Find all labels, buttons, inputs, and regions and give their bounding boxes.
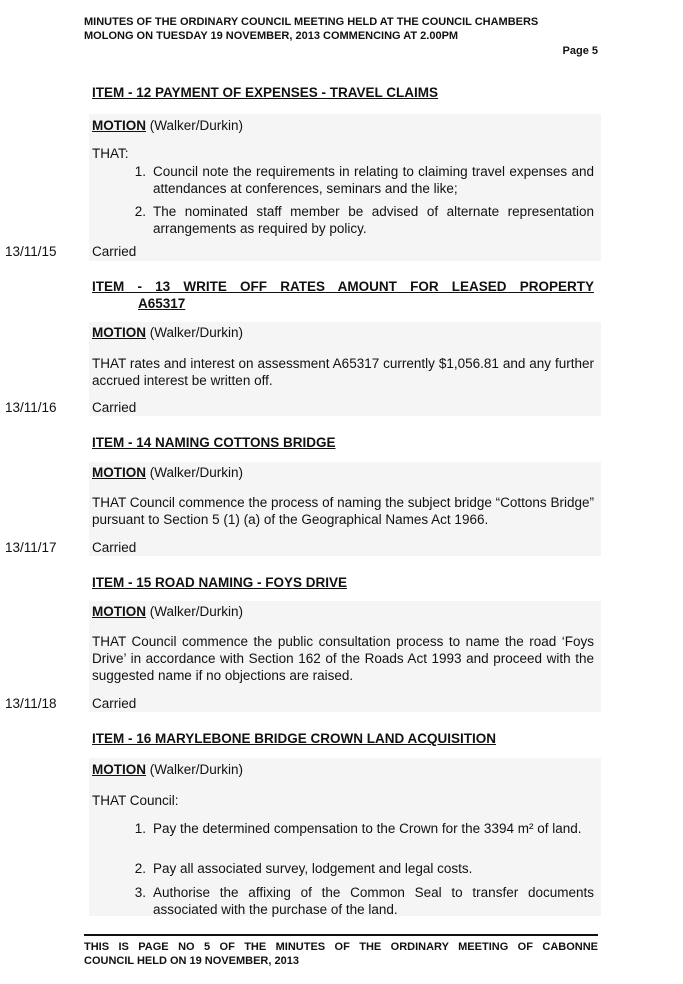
- item-16-list-item-1: [122, 820, 594, 837]
- item-14-body: THAT Council commence the process of naming the subject bridge “Cottons Bridge” pursuant to Section 5 (1) (a) of the Geographical Names Act 1966.: [92, 495, 594, 527]
- item-14-motion: [92, 465, 243, 480]
- page-header: [84, 15, 598, 43]
- item-16-heading: ITEM - 16 MARYLEBONE BRIDGE CROWN LAND ACQUISITION: [92, 731, 497, 746]
- header-line-1: MINUTES OF THE ORDINARY COUNCIL MEETING HELD AT THE COUNCIL CHAMBERS: [84, 16, 539, 28]
- list-text: Authorise the affixing of the Common Seal to transfer documents associated with the purchase of the land.: [153, 885, 594, 917]
- motion-movers: (Walker/Durkin): [149, 465, 244, 480]
- resolution-number: 13/11/15: [5, 244, 57, 259]
- item-14-heading: ITEM - 14 NAMING COTTONS BRIDGE: [92, 435, 336, 450]
- list-text: The nominated staff member be advised of alternate representation arrangements as required by policy.: [153, 204, 594, 236]
- list-number: 2.: [134, 861, 146, 876]
- item-12-intro: THAT:: [92, 146, 129, 161]
- motion-movers: (Walker/Durkin): [149, 762, 244, 777]
- motion-label: MOTION: [92, 325, 146, 340]
- list-number: 1.: [134, 821, 146, 836]
- list-text: Council note the requirements in relating to claiming travel expenses and attendances at conferences, seminars and the like;: [153, 164, 594, 196]
- item-15-body: THAT Council commence the public consultation process to name the road ‘Foys Drive’ in accordance with Section 162 of the Roads Act 1993 and proceed with the suggested name if no objections are raised.: [92, 634, 594, 683]
- motion-label: MOTION: [92, 604, 146, 619]
- item-16-list-item-2: [122, 860, 594, 877]
- motion-movers: (Walker/Durkin): [149, 604, 244, 619]
- motion-label: MOTION: [92, 762, 146, 777]
- motion-label: MOTION: [92, 465, 146, 480]
- list-text: Pay the determined compensation to the Crown for the 3394 m² of land.: [153, 821, 582, 836]
- footer-divider: [84, 934, 598, 936]
- item-15-heading: ITEM - 15 ROAD NAMING - FOYS DRIVE: [92, 575, 348, 590]
- item-15-motion: [92, 604, 243, 619]
- list-number: 2.: [134, 204, 146, 219]
- resolution-number: 13/11/17: [5, 540, 57, 555]
- list-number: 1.: [134, 164, 146, 179]
- item-12-motion: [92, 118, 243, 133]
- item-12-list-item-1: [122, 163, 594, 197]
- header-line-2: MOLONG ON TUESDAY 19 NOVEMBER, 2013 COMMENCING AT 2.00PM: [84, 30, 459, 42]
- footer-line-1: THIS IS PAGE NO 5 OF THE MINUTES OF THE ORDINARY MEETING OF CABONNE: [84, 941, 598, 953]
- item-16-intro: THAT Council:: [92, 793, 179, 808]
- resolution-number: 13/11/18: [5, 696, 57, 711]
- page-footer: [84, 940, 598, 968]
- item-15-outcome: Carried: [92, 696, 137, 711]
- item-13-outcome: Carried: [92, 400, 137, 415]
- resolution-number: 13/11/16: [5, 400, 57, 415]
- item-14-outcome: Carried: [92, 540, 137, 555]
- item-13-heading: [92, 278, 594, 312]
- list-text: Pay all associated survey, lodgement and legal costs.: [153, 861, 473, 876]
- item-12-heading: ITEM - 12 PAYMENT OF EXPENSES - TRAVEL CLAIMS: [92, 85, 439, 100]
- page-number: Page 5: [562, 45, 598, 57]
- item-12-outcome: Carried: [92, 244, 137, 259]
- item-12-list-item-2: [122, 203, 594, 237]
- item-16-motion: [92, 762, 243, 777]
- item-13-body: THAT rates and interest on assessment A65317 currently $1,056.81 and any further accrued interest be written off.: [92, 356, 594, 388]
- motion-label: MOTION: [92, 118, 146, 133]
- item-13-heading-line-2: A65317: [138, 296, 186, 311]
- list-number: 3.: [134, 885, 146, 900]
- item-16-list-item-3: [122, 884, 594, 918]
- motion-movers: (Walker/Durkin): [149, 325, 244, 340]
- item-13-heading-line-1: ITEM - 13 WRITE OFF RATES AMOUNT FOR LEASED PROPERTY: [92, 279, 594, 294]
- motion-movers: (Walker/Durkin): [149, 118, 244, 133]
- item-13-motion: [92, 325, 243, 340]
- footer-line-2: COUNCIL HELD ON 19 NOVEMBER, 2013: [84, 955, 299, 967]
